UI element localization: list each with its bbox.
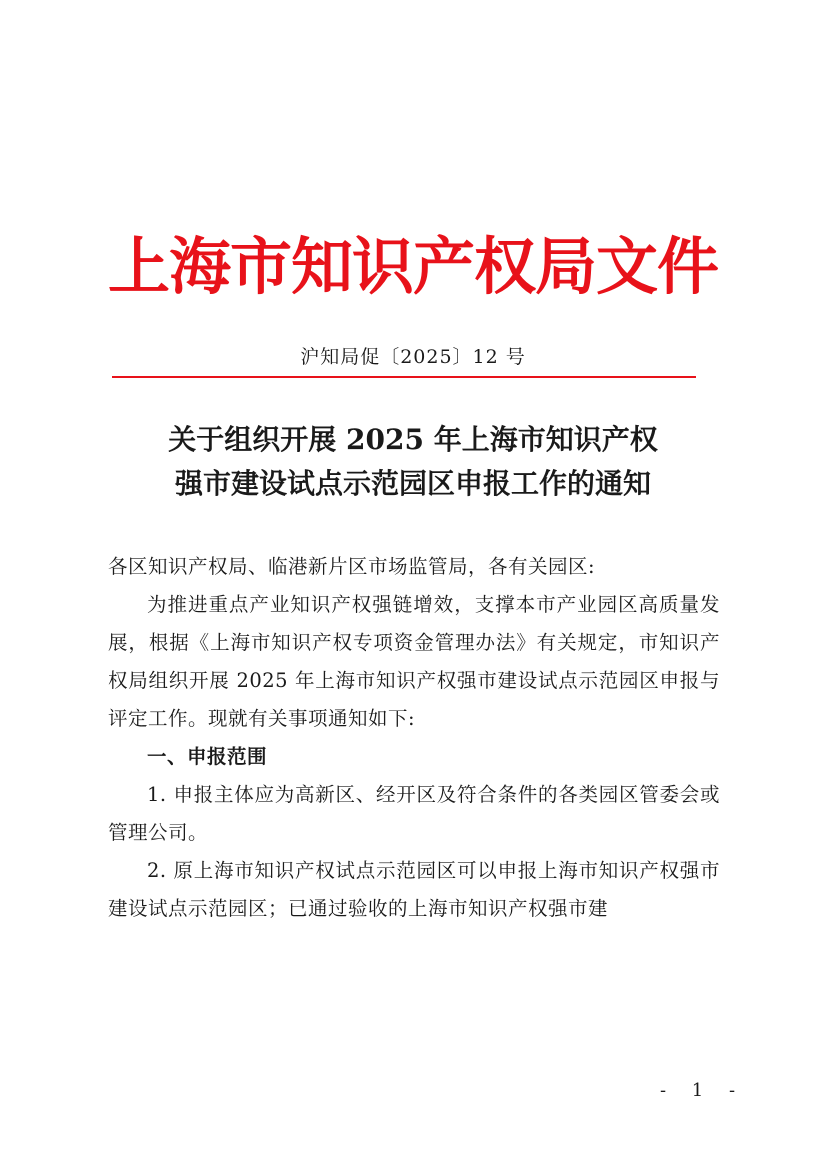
list-item-2: 2. 原上海市知识产权试点示范园区可以申报上海市知识产权强市建设试点示范园区；已通过验收的上海市知识产权强市建 <box>108 859 720 920</box>
red-divider-line <box>112 376 696 378</box>
document-number: 沪知局促〔2025〕12 号 <box>300 346 526 368</box>
salutation: 各区知识产权局、临港新片区市场监管局，各有关园区: <box>108 555 596 578</box>
intro-paragraph: 为推进重点产业知识产权强链增效，支撑本市产业园区高质量发展，根据《上海市知识产权专项资金管理办法》有关规定，市知识产权局组织开展 2025 年上海市知识产权强市建设试点示范园区申报与评定工作。现就有关事项通知如下: <box>108 593 720 730</box>
notice-title-line-1: 关于组织开展 2025 年上海市知识产权 <box>168 423 658 456</box>
notice-body <box>108 548 720 928</box>
list-item-1: 1. 申报主体应为高新区、经开区及符合条件的各类园区管委会或管理公司。 <box>108 783 720 844</box>
notice-title <box>0 418 826 506</box>
notice-title-line-2: 强市建设试点示范园区申报工作的通知 <box>174 467 651 500</box>
section-heading-scope: 一、申报范围 <box>147 745 268 768</box>
masthead-title: 上海市知识产权局文件 <box>107 230 718 303</box>
page-number: - 1 - <box>660 1080 746 1101</box>
